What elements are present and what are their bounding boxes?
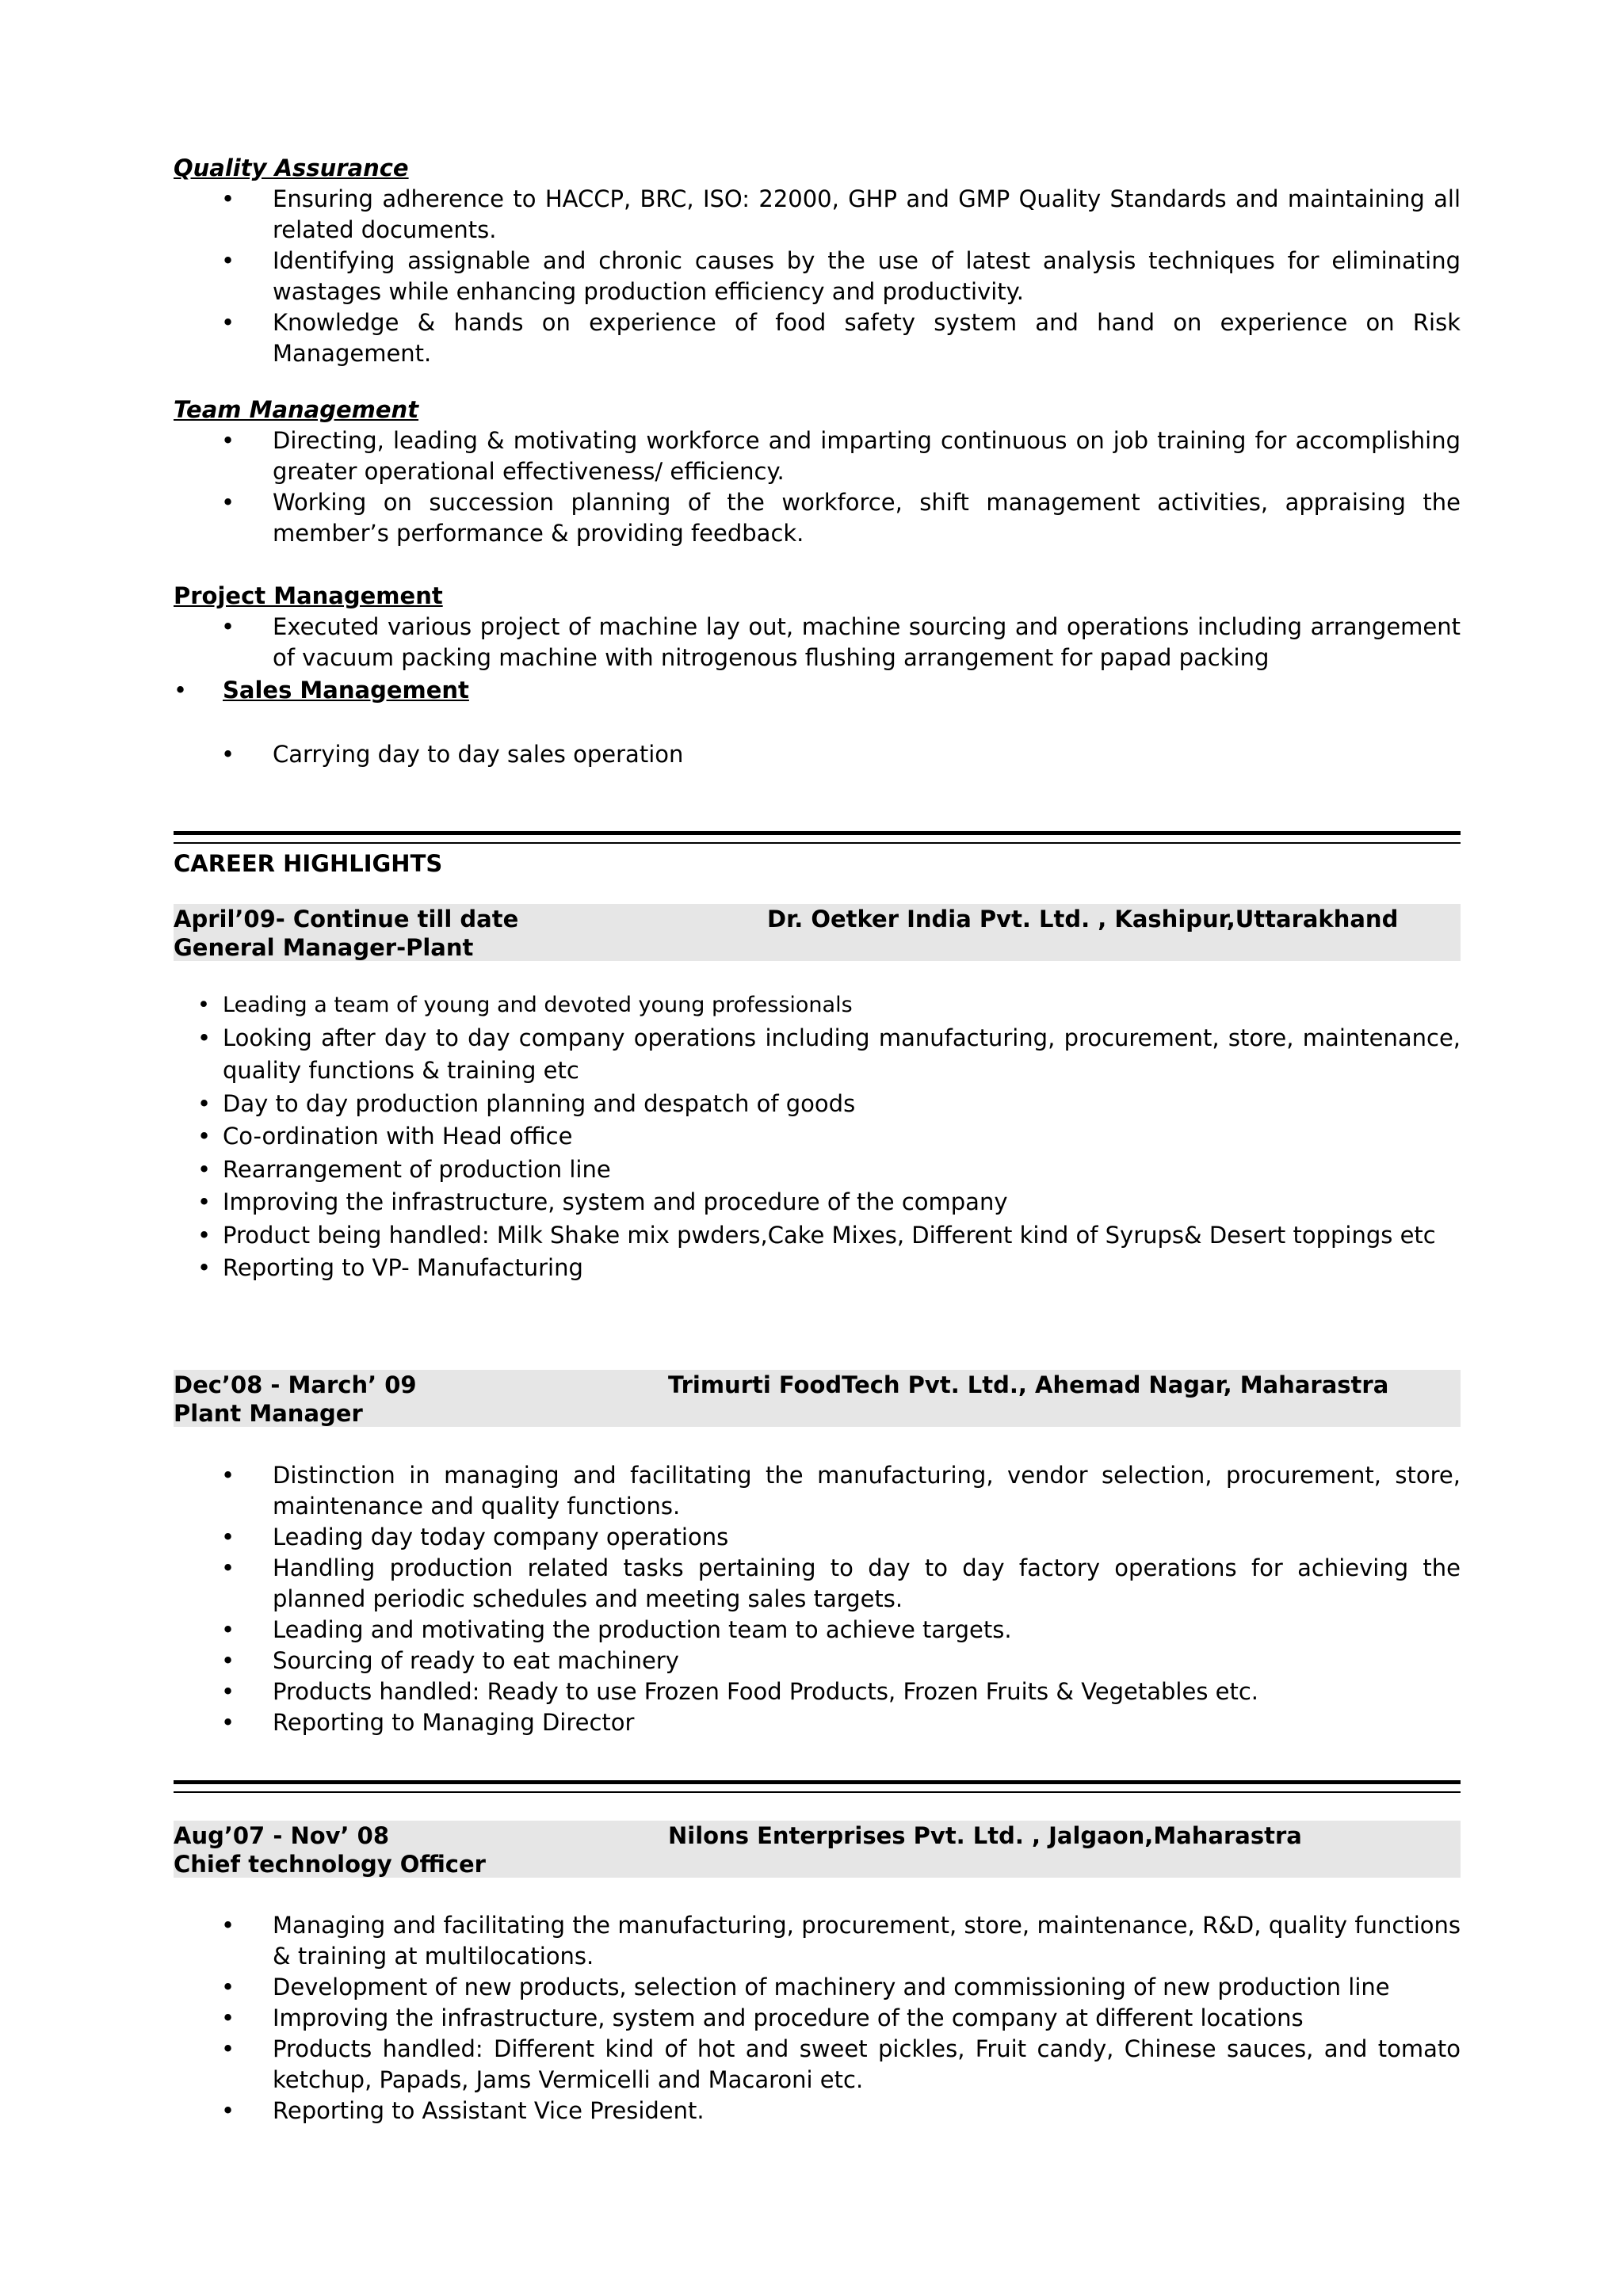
list-item: • Distinction in managing and facilitating the manufacturing, vendor selection, procurement, store, maintenance and quality functions. [221,1462,1461,1520]
job-period: April’09- Continue till date [174,906,519,933]
job-role: General Manager-Plant [174,934,474,961]
list-item: • Leading day today company operations [221,1524,729,1550]
job-role: Plant Manager [174,1400,363,1427]
sales-management-heading: Sales Management [223,677,469,704]
section-divider [174,1780,1461,1784]
list-item: • Products handled: Ready to use Frozen Food Products, Frozen Fruits & Vegetables etc. [221,1678,1259,1705]
list-item: • Improving the infrastructure, system and procedure of the company [197,1188,1008,1215]
quality-assurance-heading: Quality Assurance [174,154,409,181]
job-role: Chief technology Officer [174,1851,486,1878]
list-item: • Identifying assignable and chronic causes by the use of latest analysis techniques for eliminating wastages while enhancing production efficiency and productivity. [221,247,1461,305]
section-divider [174,831,1461,835]
job-company: Dr. Oetker India Pvt. Ltd. , Kashipur,Uttarakhand [767,906,1399,933]
team-management-heading: Team Management [174,396,419,423]
job-period: Dec’08 - March’ 09 [174,1371,417,1398]
list-item: • Handling production related tasks pertaining to day to day factory operations for achieving the planned periodic schedules and meeting sales targets. [221,1554,1461,1612]
list-item: • Directing, leading & motivating workforce and imparting continuous on job training for accomplishing greater operational effectiveness/ efficiency. [221,427,1461,485]
team-management-list [174,425,1461,549]
list-item: • Leading a team of young and devoted young professionals [197,993,853,1017]
list-item: • Ensuring adherence to HACCP, BRC, ISO: 22000, GHP and GMP Quality Standards and maintaining all related documents. [221,185,1461,243]
list-item: • Reporting to Assistant Vice President. [221,2097,705,2124]
list-item: • Working on succession planning of the workforce, shift management activities, appraising the member’s performance & providing feedback. [221,489,1461,547]
sales-management-bullet: • [174,677,188,704]
list-item: • Knowledge & hands on experience of food safety system and hand on experience on Risk Management. [221,309,1461,367]
section-divider [174,1791,1461,1793]
list-item: • Leading and motivating the production team to achieve targets. [221,1616,1012,1643]
list-item: • Rearrangement of production line [197,1155,611,1183]
list-item: • Development of new products, selection of machinery and commissioning of new production line [221,1974,1390,2000]
job-duties-list [174,1460,1461,1738]
list-item: • Product being handled: Milk Shake mix pwders,Cake Mixes, Different kind of Syrups& Desert toppings etc [197,1221,1436,1249]
list-item: • Day to day production planning and despatch of goods [197,1089,856,1117]
job-period: Aug’07 - Nov’ 08 [174,1822,390,1849]
job-company: Trimurti FoodTech Pvt. Ltd., Ahemad Nagar, Maharastra [668,1371,1389,1398]
list-item: • Products handled: Different kind of hot and sweet pickles, Fruit candy, Chinese sauces, and tomato ketchup, Papads, Jams Vermicelli and Macaroni etc. [221,2035,1461,2093]
list-item: • Co-ordination with Head office [197,1123,573,1150]
list-item: • Reporting to Managing Director [221,1709,635,1736]
list-item: • Carrying day to day sales operation [221,741,684,768]
quality-assurance-list [174,184,1461,369]
job-duties-list [174,989,1461,1285]
list-item: • Improving the infrastructure, system and procedure of the company at different locations [221,2004,1304,2031]
list-item: • Reporting to VP- Manufacturing [197,1254,583,1281]
project-management-list [174,612,1461,673]
job-company: Nilons Enterprises Pvt. Ltd. , Jalgaon,Maharastra [668,1822,1302,1849]
sales-management-list [174,739,1461,770]
career-highlights-heading: CAREER HIGHLIGHTS [174,850,443,877]
section-divider [174,842,1461,844]
job-duties-list [174,1910,1461,2126]
list-item: • Managing and facilitating the manufacturing, procurement, store, maintenance, R&D, quality functions & training at multilocations. [221,1912,1461,1970]
project-management-heading: Project Management [174,582,443,609]
list-item: • Sourcing of ready to eat machinery [221,1647,679,1674]
list-item: • Looking after day to day company operations including manufacturing, procurement, store, maintenance, quality functions & training etc [197,1024,1461,1084]
list-item: • Executed various project of machine lay out, machine sourcing and operations including arrangement of vacuum packing machine with nitrogenous flushing arrangement for papad packing [221,613,1461,671]
